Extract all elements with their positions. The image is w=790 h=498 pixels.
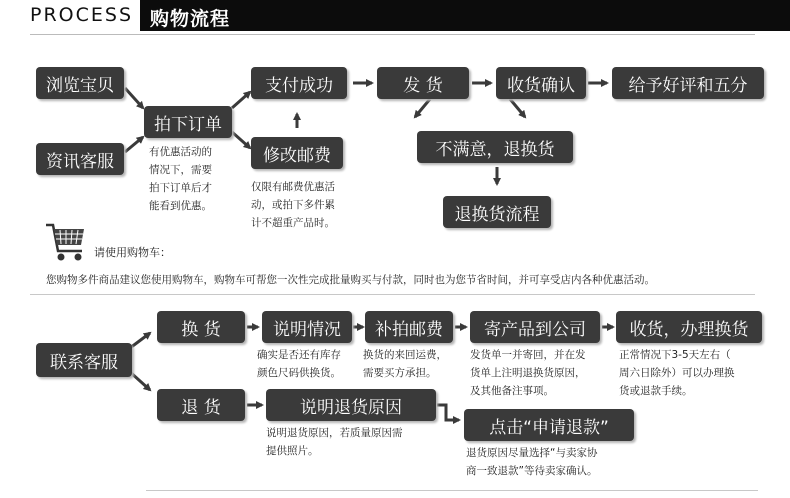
note-pay-extra-shipping: 换货的来回运费， 需要买方承担。	[363, 349, 447, 379]
send-to-company-box: 寄产品到公司	[470, 311, 600, 343]
exchange-box: 换 货	[157, 311, 245, 343]
confirm-receipt-box: 收货确认	[496, 67, 586, 99]
return-box: 退 货	[157, 389, 245, 421]
arrow-order-to-modify	[232, 132, 250, 148]
note-return-reason: 说明退货原因，若质量原因需 提供照片。	[266, 427, 403, 457]
cart-label: 请使用购物车：	[94, 246, 171, 259]
shopping-cart-icon	[44, 221, 88, 263]
note-request-refund: 退货原因尽量选择“与卖家协 商一致退款”等待卖家确认。	[466, 447, 598, 477]
modify-shipping-box: 修改邮费	[251, 137, 343, 169]
page-title: 购物流程	[150, 8, 231, 30]
browse-box: 浏览宝贝	[36, 67, 124, 99]
arrow-contact-to-return	[130, 372, 150, 390]
return-flow-box: 退换货流程	[443, 196, 551, 228]
rate-box: 给予好评和五分	[612, 67, 764, 99]
note-receive-process: 正常情况下3-5天左右（ 周六日除外）可以办理换 货或退款手续。	[619, 349, 735, 397]
note-explain-situation: 确实是否还有库存 颜色尺码供换货。	[257, 349, 341, 379]
receive-process-box: 收货，办理换货	[616, 311, 762, 343]
arrow-contact-to-exchange	[130, 333, 150, 348]
arrow-browse-to-order	[125, 88, 143, 108]
explain-return-reason-box: 说明退货原因	[266, 389, 436, 421]
unsatisfied-box: 不满意，退换货	[417, 131, 573, 163]
section-divider	[30, 294, 755, 295]
arrow-consult-to-order	[125, 137, 143, 152]
arrow-confirm-to-unsatisfied	[510, 99, 525, 117]
pay-extra-shipping-box: 补拍邮费	[365, 311, 453, 343]
pay-box: 支付成功	[251, 67, 347, 99]
ship-box: 发 货	[377, 67, 469, 99]
request-refund-box: 点击“申请退款”	[464, 409, 634, 441]
bottom-divider	[146, 490, 758, 491]
consult-box: 资讯客服	[36, 143, 124, 175]
place-order-box: 拍下订单	[144, 106, 232, 138]
process-label: PROCESS	[30, 4, 134, 26]
arrow-reason-to-refund	[437, 405, 459, 420]
note-modify-shipping: 仅限有邮费优惠活 动，或拍下多件累 计不超重产品时。	[251, 181, 335, 229]
note-order: 有优惠活动的 情况下，需要 拍下订单后才 能看到优惠。	[149, 146, 212, 212]
arrow-order-to-pay	[232, 92, 250, 108]
note-send-to-company: 发货单一并寄回，并在发 货单上注明退换货原因， 及其他备注事项。	[470, 349, 586, 397]
arrow-ship-to-unsatisfied	[415, 99, 430, 117]
explain-situation-box: 说明情况	[262, 311, 352, 343]
cart-description: 您购物多件商品建议您使用购物车，购物车可帮您一次性完成批量购买与付款，同时也为您节省时间，并可享受店内各种优惠活动。	[46, 274, 655, 286]
contact-service-box: 联系客服	[36, 343, 132, 377]
